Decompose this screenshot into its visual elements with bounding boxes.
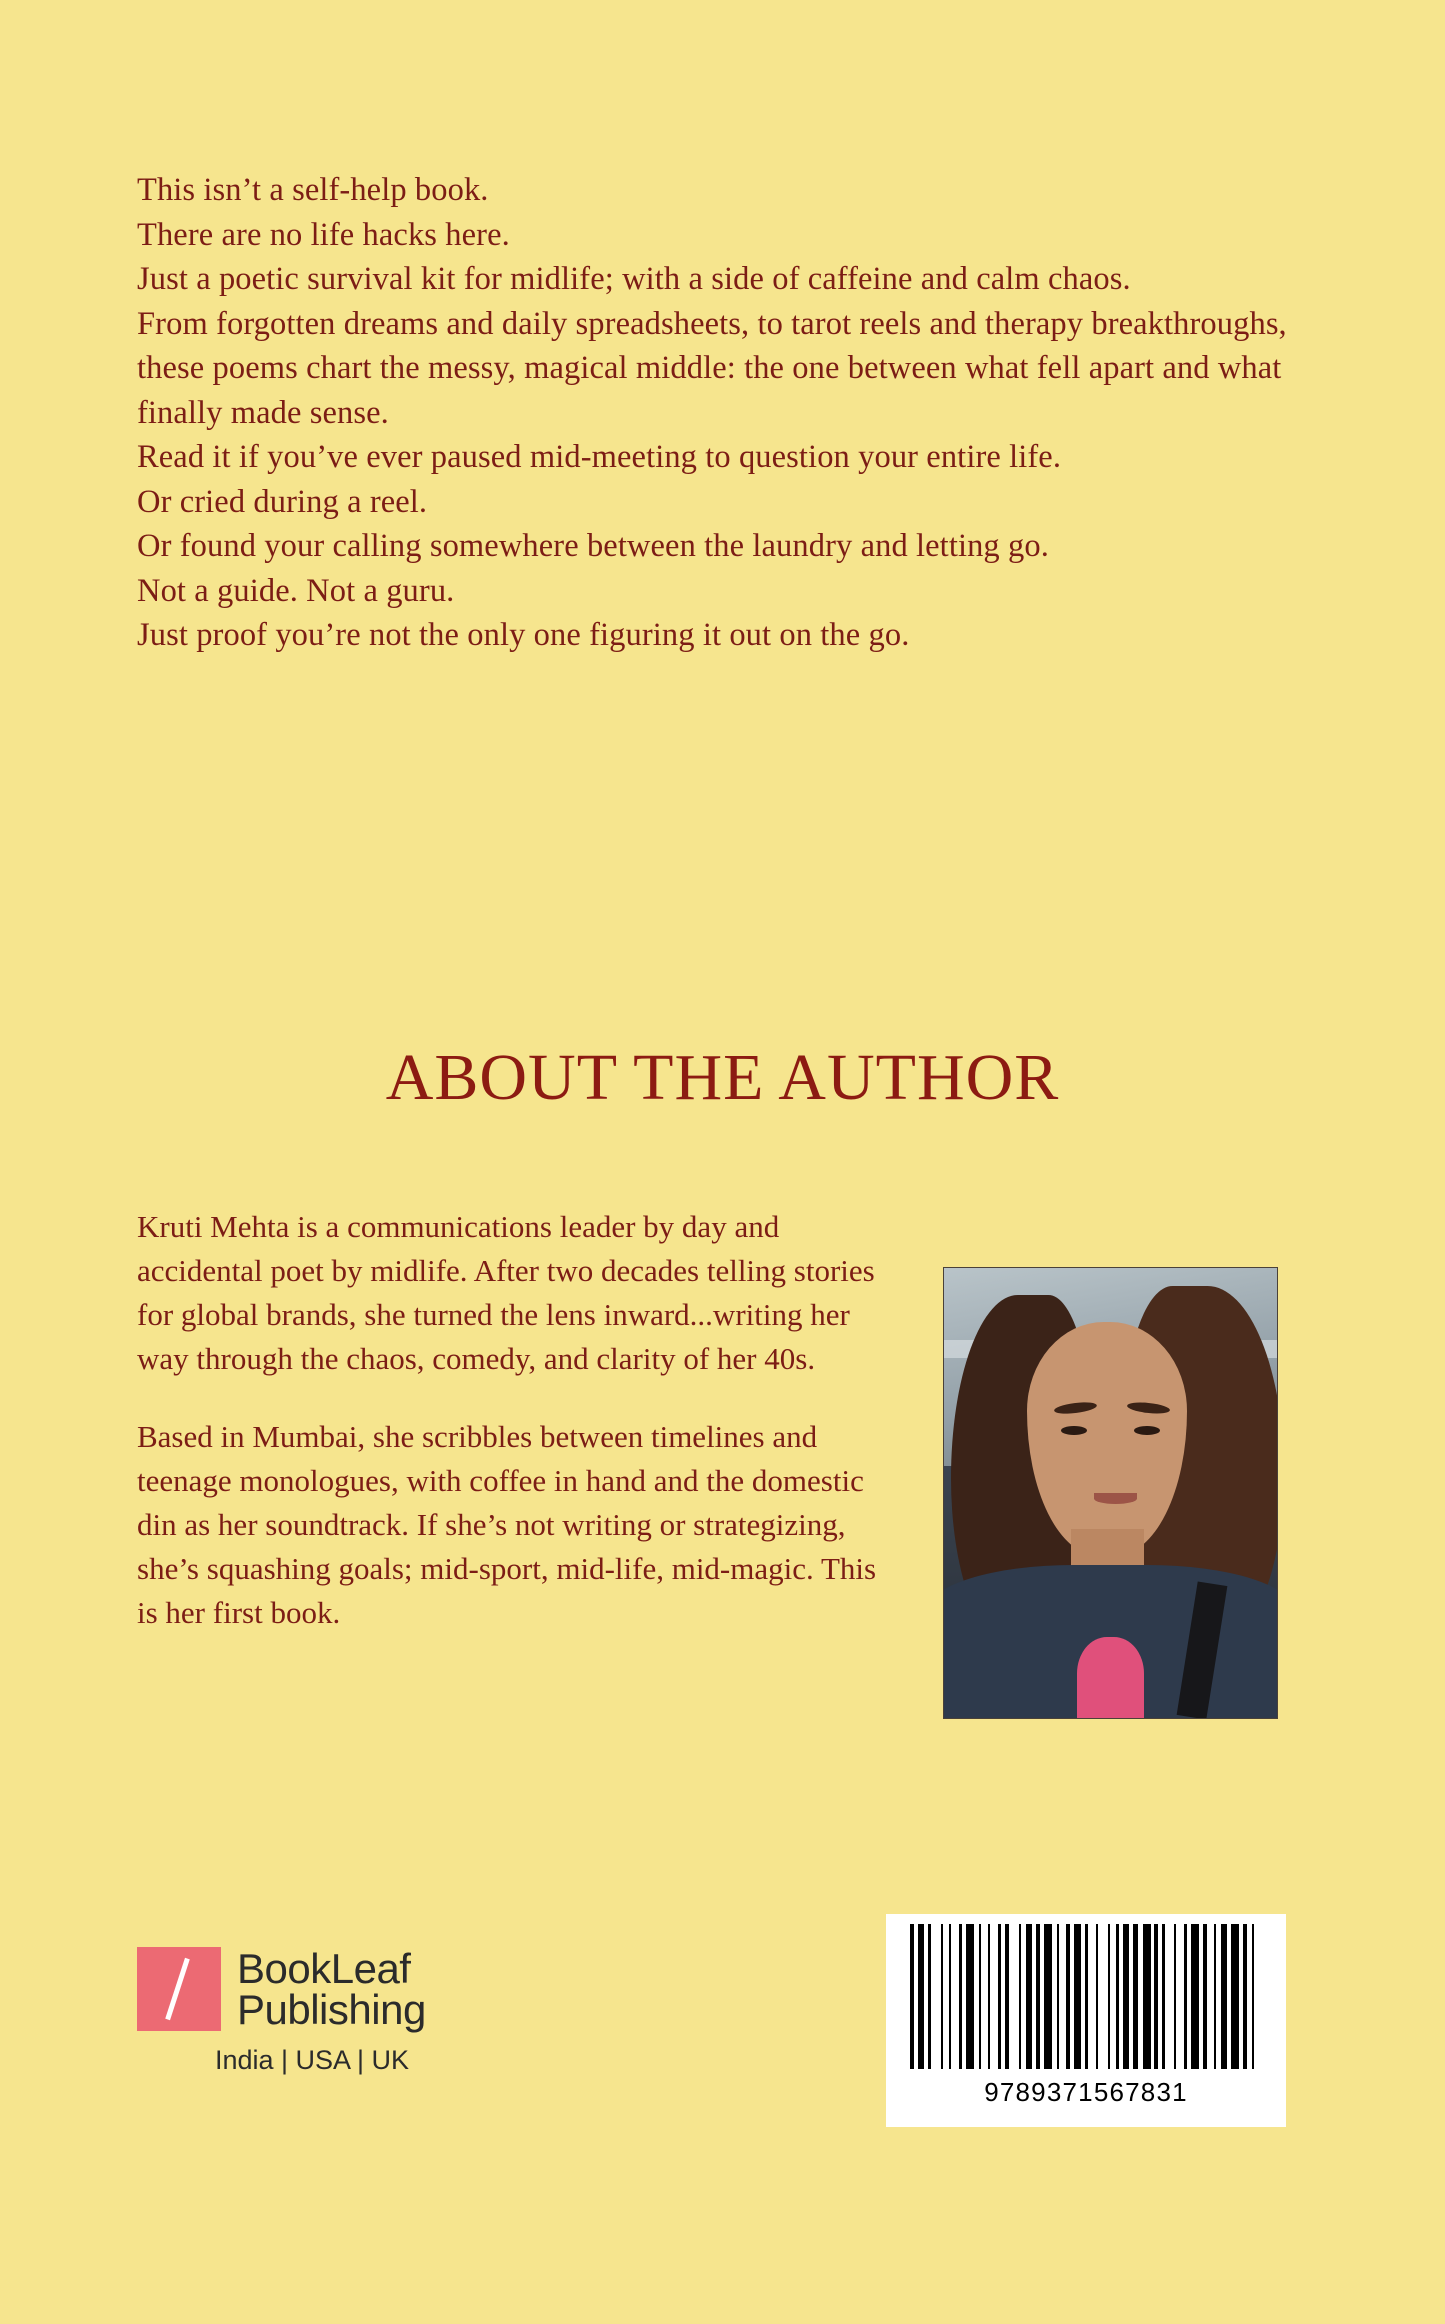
blurb-line: Or found your calling somewhere between the laundry and letting go. xyxy=(137,528,1049,565)
publisher-name-line1: BookLeaf xyxy=(237,1944,411,1992)
publisher-name xyxy=(237,1944,426,2033)
barcode-bars xyxy=(910,1924,1262,2069)
blurb-line: Just a poetic survival kit for midlife; with a side of caffeine and calm chaos. xyxy=(137,261,1131,298)
bio-paragraph: Kruti Mehta is a communications leader by day and accidental poet by midlife. After two decades telling stories for global brands, she turned the lens inward...writing her way through the chaos, comedy, and clarity of her 40s. xyxy=(137,1209,875,1377)
publisher-regions: India | USA | UK xyxy=(214,2045,410,2075)
publisher-logo-row xyxy=(137,1944,557,2033)
blurb-line: There are no life hacks here. xyxy=(137,216,510,253)
blurb-line: From forgotten dreams and daily spreadsheets, to tarot reels and therapy breakthroughs, these poems chart the messy, magical middle: the one between what fell apart and what finally made sense. xyxy=(137,305,1287,431)
photo-eye-left xyxy=(1061,1426,1088,1435)
photo-top-garment xyxy=(1077,1637,1144,1718)
author-photo xyxy=(943,1267,1278,1719)
blurb-line: Or cried during a reel. xyxy=(137,483,428,520)
publisher-name-line2: Publishing xyxy=(237,1986,426,2033)
slash-icon xyxy=(165,1958,190,2020)
barcode-number: 9789371567831 xyxy=(984,2077,1188,2107)
blurb-text xyxy=(137,168,1317,658)
publisher-logo xyxy=(137,1944,557,2076)
blurb-line: Not a guide. Not a guru. xyxy=(137,572,455,609)
bookleaf-mark-icon xyxy=(137,1947,221,2031)
blurb-line: Read it if you’ve ever paused mid-meeting to question your entire life. xyxy=(137,439,1062,476)
photo-mouth xyxy=(1094,1493,1137,1504)
bio-paragraph: Based in Mumbai, she scribbles between timelines and teenage monologues, with coffee in hand and the domestic din as her soundtrack. If she’s not writing or strategizing, she’s squashing goals; mid-sport, mid-life, mid-magic. This is her first book. xyxy=(137,1419,877,1631)
blurb-line: Just proof you’re not the only one figuring it out on the go. xyxy=(137,617,910,654)
blurb-line: This isn’t a self-help book. xyxy=(137,172,489,208)
barcode xyxy=(886,1914,1286,2127)
author-bio xyxy=(137,1205,897,1635)
about-the-author-heading: ABOUT THE AUTHOR xyxy=(385,1041,1060,1114)
photo-eye-right xyxy=(1134,1426,1161,1435)
